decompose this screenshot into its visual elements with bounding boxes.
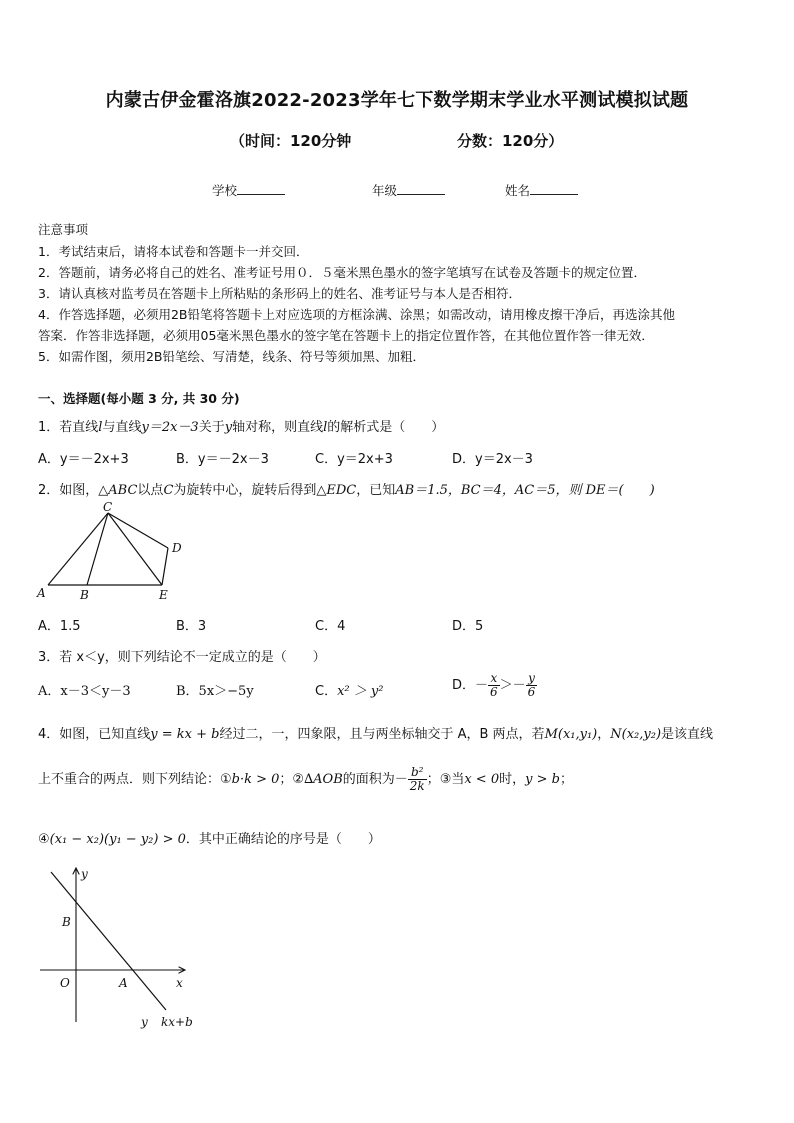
q1-option-b[interactable]: B．y＝－2x－3 — [176, 452, 269, 467]
q2-text: 为旋转中心，旋转后得到△ — [173, 483, 327, 498]
q4-conclusion-1: b·k > 0 — [231, 772, 280, 787]
q1-option-a[interactable]: A．y＝－2x+3 — [38, 452, 129, 467]
line-graph-figure — [35, 862, 205, 1032]
fraction-numerator: b² — [408, 766, 427, 780]
q3-option-c[interactable] — [315, 680, 383, 699]
q3-option-d[interactable] — [452, 672, 537, 699]
q3-option-d-prefix: D．－ — [452, 678, 489, 693]
notice-item: 答案．作答非选择题，必须用05毫米黑色墨水的签字笔在答题卡上的指定位置作答，在其他位置作答一律无效． — [38, 328, 654, 343]
q4-text: ； — [559, 772, 573, 787]
q2-option-a[interactable]: A．1.5 — [38, 619, 81, 634]
q4-text: ；② — [279, 772, 305, 787]
notice-item: 3．请认真核对监考员在答题卡上所粘贴的条形码上的姓名、准考证号与本人是否相符． — [38, 286, 521, 301]
x-axis-label: x — [176, 976, 183, 990]
label-b-point: B — [62, 915, 71, 929]
school-field — [212, 181, 285, 199]
line-label-y: y — [141, 1015, 148, 1029]
grade-label: 年级 — [372, 183, 398, 198]
section-heading: 一、选择题(每小题 3 分, 共 30 分) — [38, 391, 240, 406]
grade-field — [372, 181, 445, 199]
q4-conclusion-3b: y > b — [525, 772, 560, 787]
question-4-line-3 — [38, 828, 381, 847]
name-field — [505, 181, 578, 199]
total-score: 分数：120分） — [457, 132, 564, 150]
question-2-stem — [38, 479, 655, 498]
q3-option-c-text: x² ＞ y² — [337, 684, 384, 699]
notice-heading: 注意事项 — [38, 222, 89, 237]
q3-option-d-operator: ＞－ — [499, 678, 526, 693]
time-limit: （时间：120分钟 — [230, 132, 352, 150]
q3-option-a-text: A．x－3＜y－3 — [38, 684, 131, 699]
q2-var: ABC — [108, 483, 138, 498]
fraction-denominator: 6 — [490, 685, 498, 699]
q4-text: ④ — [38, 832, 50, 847]
q4-text: 上不重合的两点．则下列结论：① — [38, 772, 232, 787]
segment-cd — [108, 513, 168, 548]
q2-option-c[interactable]: C．4 — [315, 619, 346, 634]
y-axis-label: y — [81, 867, 88, 881]
q3-d-fraction-1 — [488, 672, 500, 699]
q1-text: 轴对称，则直线 — [232, 420, 324, 435]
q3-d-fraction-2 — [526, 672, 538, 699]
notice-item: 5．如需作图，须用2B铅笔绘、写清楚，线条、符号等须加黑、加粗． — [38, 349, 425, 364]
name-label: 姓名 — [505, 183, 531, 198]
q4-conclusion-2: ∆AOB — [304, 772, 343, 787]
q2-var: C — [163, 483, 174, 498]
triangle-figure — [30, 500, 200, 605]
label-a: A — [37, 586, 46, 600]
q4-text: ．其中正确结论的序号是（ ） — [185, 832, 381, 847]
q4-text: 4．如图，已知直线 — [38, 727, 151, 742]
q4-text: ， — [597, 727, 611, 742]
q1-var: l — [323, 420, 328, 435]
label-e: E — [159, 588, 168, 602]
q4-area-fraction — [408, 766, 427, 793]
q4-text: 时， — [499, 772, 526, 787]
q3-option-a[interactable] — [38, 680, 131, 699]
q2-option-d[interactable]: D．5 — [452, 619, 484, 634]
label-a-point: A — [119, 976, 128, 990]
q1-option-c[interactable]: C．y＝2x+3 — [315, 452, 393, 467]
q2-given: AB＝1.5，BC＝4，AC＝5，则 DE＝( ) — [395, 483, 655, 498]
segment-cb — [87, 513, 108, 585]
page-title: 内蒙古伊金霍洛旗2022-2023学年七下数学期末学业水平测试模拟试题 — [105, 90, 689, 111]
fraction-numerator: x — [488, 672, 500, 686]
label-c: C — [103, 500, 113, 514]
q4-point-m: M(x₁,y₁) — [544, 727, 598, 742]
q4-equation: y = kx + b — [150, 727, 220, 742]
q1-option-d[interactable]: D．y＝2x－3 — [452, 452, 533, 467]
school-blank — [237, 182, 285, 195]
notice-item: 4．作答选择题，必须用2B铅笔将答题卡上对应选项的方框涂满、涂黑；如需改动，请用橡皮擦干净后，再选涂其他 — [38, 307, 675, 322]
grade-blank — [397, 182, 445, 195]
q1-text: 的解析式是（ ） — [327, 420, 445, 435]
line-label-kxb: kx+b — [161, 1015, 193, 1029]
segment-de — [162, 548, 168, 585]
name-blank — [530, 182, 578, 195]
q4-text: 是该直线 — [661, 727, 714, 742]
label-d: D — [172, 541, 182, 555]
q1-text: 关于 — [198, 420, 225, 435]
q3-option-c-prefix: C． — [315, 684, 338, 699]
school-label: 学校 — [212, 183, 238, 198]
q2-text: ，已知 — [356, 483, 396, 498]
q1-text: 1．若直线 — [38, 420, 99, 435]
label-b: B — [80, 588, 89, 602]
segment-ce — [108, 513, 162, 585]
q3-option-b[interactable] — [176, 680, 254, 699]
notice-item: 1．考试结束后，请将本试卷和答题卡一并交回． — [38, 244, 309, 259]
q4-point-n: N(x₂,y₂) — [610, 727, 662, 742]
fraction-denominator: 6 — [527, 685, 536, 699]
q2-text: 2．如图，△ — [38, 483, 109, 498]
question-4-line-1 — [38, 723, 713, 742]
q2-option-b[interactable]: B．3 — [176, 619, 207, 634]
segment-ac — [48, 513, 108, 585]
q2-var: EDC — [326, 483, 357, 498]
q4-conclusion-3: x < 0 — [464, 772, 500, 787]
question-1-stem — [38, 416, 444, 435]
q4-text: ；③当 — [426, 772, 465, 787]
q1-equation: y＝2x－3 — [141, 420, 199, 435]
label-origin: O — [60, 976, 70, 990]
q1-var: y — [224, 420, 233, 435]
fraction-denominator: 2k — [409, 779, 425, 793]
question-4-line-2 — [38, 766, 573, 793]
fraction-numerator: y — [526, 672, 538, 686]
q1-text: 与直线 — [102, 420, 142, 435]
notice-item: 2．答题前，请务必将自己的姓名、准考证号用０．５毫米黑色墨水的签字笔填写在试卷及答题卡的规定位置． — [38, 265, 646, 280]
q4-text: 的面积为－ — [342, 772, 408, 787]
question-3-stem: 3．若 x＜y，则下列结论不一定成立的是（ ） — [38, 650, 326, 665]
q4-conclusion-4: (x₁ − x₂)(y₁ − y₂) > 0 — [49, 832, 186, 847]
q1-var: l — [98, 420, 103, 435]
q4-text: 经过二，一，四象限，且与两坐标轴交于 A，B 两点，若 — [219, 727, 545, 742]
q2-text: 以点 — [137, 483, 164, 498]
q3-option-b-text: B．5x＞−5y — [176, 684, 254, 699]
